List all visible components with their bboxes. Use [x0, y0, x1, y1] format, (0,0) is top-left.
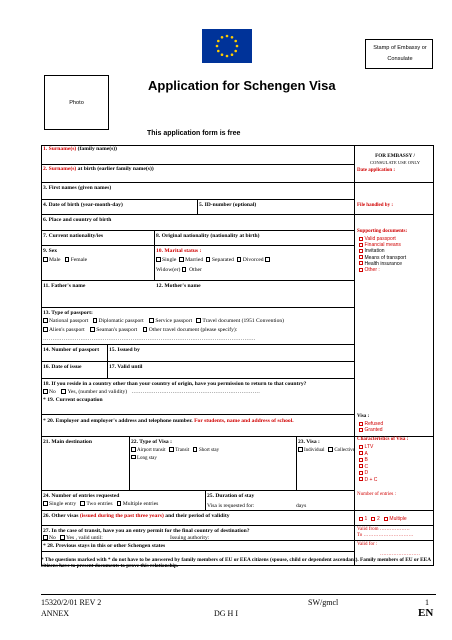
office-characteristics-label: Characteristics of Visa :	[357, 437, 409, 442]
field-valid-until-label: 17. Valid until	[109, 364, 143, 370]
field-father-label: 11. Father's name	[43, 283, 86, 289]
passport-type-row1	[43, 318, 284, 325]
field-sex-label: 9. Sex	[43, 248, 57, 254]
residence-no-checkbox[interactable]: No	[43, 389, 56, 395]
residence-yes-checkbox[interactable]: Yes, (number and validity)	[61, 389, 127, 395]
office-date-label: Date application :	[357, 168, 396, 173]
eu-flag-icon	[202, 29, 252, 63]
support-item[interactable]: Valid passport	[359, 236, 406, 242]
marital-divorced-checkbox[interactable]: Divorced	[237, 257, 264, 263]
office-valid-for-dots[interactable]: ……………………	[380, 552, 420, 557]
field-other-visas-label: 26. Other visas (issued during the past three years) and their period of validity	[43, 513, 230, 519]
char-c-checkbox[interactable]: C	[359, 464, 377, 471]
office-valid-from[interactable]: Valid from ………………	[357, 527, 410, 532]
passport-travel-doc-checkbox[interactable]: Travel document (1951 Convention)	[196, 318, 284, 324]
field-visa-type-options	[131, 447, 293, 462]
field-transit-issuing: Issuing authority:	[170, 535, 210, 541]
field-marital-label: 10. Marital status :	[156, 248, 202, 254]
residence-dots[interactable]: ……………………………………………………………	[131, 389, 261, 395]
field-visa-type-label: 22. Type of Visa :	[131, 439, 172, 445]
field-visa-kind-label: 23. Visa :	[298, 439, 320, 445]
field-first-names-input[interactable]	[43, 192, 351, 198]
stamp-label-line1: Stamp of Embassy or	[373, 45, 427, 51]
field-duration-days: days	[296, 503, 307, 509]
marital-widow-checkbox[interactable]: Widow(er)	[156, 267, 188, 273]
marital-married-checkbox[interactable]: Married	[179, 257, 203, 263]
transit-no-checkbox[interactable]: No	[43, 535, 56, 541]
entries-multiple-checkbox[interactable]: Multiple	[384, 516, 407, 522]
field-marital-options	[156, 257, 271, 264]
field-surname-input[interactable]	[43, 154, 351, 163]
marital-other-checkbox[interactable]: Other	[189, 267, 202, 273]
field-visa-kind-options	[298, 447, 355, 454]
visa-long-checkbox[interactable]: Long stay	[131, 456, 157, 461]
marital-separated-checkbox[interactable]: Separated	[206, 257, 234, 263]
footnote: * The questions marked with * do not have to be answered by family members of EU or EEA citizens (spouse, child or dependent ascendant). Family members of EU or EEA citizens have to present documents to prove this relationship.	[41, 557, 431, 570]
office-visa-options	[359, 421, 383, 434]
footer-initials: SW/gmcl	[308, 598, 339, 607]
office-visa-label: Visa :	[357, 414, 370, 419]
char-d-checkbox[interactable]: D	[359, 470, 377, 477]
visa-refused-checkbox[interactable]: Refused	[359, 421, 383, 427]
char-a-checkbox[interactable]: A	[359, 451, 377, 458]
office-entries-options	[359, 516, 407, 522]
eu-stars-icon	[202, 29, 252, 63]
field-entries-options	[43, 501, 158, 508]
field-nationality-label: 7. Current nationality/ies	[43, 233, 104, 239]
marital-single-checkbox[interactable]: Single	[156, 257, 176, 263]
field-passport-number-label: 14. Number of passport	[43, 347, 100, 353]
photo-label: Photo	[69, 100, 84, 106]
passport-diplomatic-checkbox[interactable]: Diplomatic passport	[93, 318, 144, 324]
office-valid-for: Valid for :	[357, 542, 378, 547]
office-file-label: File handled by :	[357, 203, 393, 208]
support-item[interactable]: Health insurance	[359, 261, 406, 267]
field-birthplace-label: 6. Place and country of birth	[43, 217, 112, 223]
support-item[interactable]: Invitation	[359, 248, 406, 254]
entries-single-checkbox[interactable]: Single entry	[43, 501, 76, 507]
field-sex-options	[43, 257, 87, 264]
passport-service-checkbox[interactable]: Service passport	[149, 318, 192, 324]
office-heading-2: CONSULATE USE ONLY	[369, 160, 421, 165]
field-first-names-label: 3. First names (given names)	[43, 185, 112, 191]
support-item[interactable]: Financial means	[359, 242, 406, 248]
field-residence-options	[43, 389, 260, 396]
stamp-box	[365, 39, 433, 69]
visa-individual-checkbox[interactable]: Individual	[298, 448, 325, 453]
field-employer-label: * 20. Employer and employer's address and telephone number. For students, name and address of school.	[43, 418, 294, 424]
field-transit-label: 27. In the case of transit, have you an entry permit for the final country of destination?	[43, 528, 250, 534]
field-entries-label: 24. Number of entries requested	[43, 493, 120, 499]
transit-yes-checkbox[interactable]: Yes , valid until:	[60, 535, 103, 541]
char-b-checkbox[interactable]: B	[359, 457, 377, 464]
field-orig-nationality-label: 8. Original nationality (nationality at birth)	[156, 233, 260, 239]
office-valid-to[interactable]: To …………………………	[357, 533, 414, 538]
visa-collective-checkbox[interactable]: Collective	[328, 448, 355, 453]
support-item[interactable]: Other :	[359, 267, 406, 273]
footer-doc-ref: 15320/2/01 REV 2	[41, 598, 102, 607]
page-title: Application for Schengen Visa	[148, 78, 336, 93]
passport-type-row2	[43, 327, 237, 334]
field-surname-birth-label: 2. Surname(s) at birth (earlier family name(s))	[43, 166, 154, 172]
field-id-label: 5. ID-number (optional)	[199, 202, 257, 208]
entries-multiple-req-checkbox[interactable]: Multiple entries	[117, 501, 159, 507]
field-dob-label: 4. Date of birth (year-month-day)	[43, 202, 123, 208]
field-duration-sub: Visa is requested for:	[207, 503, 255, 509]
field-transit-options	[43, 535, 103, 542]
sex-male-checkbox[interactable]: Male	[43, 257, 61, 263]
office-entries-label: Number of entries :	[357, 492, 397, 497]
photo-box	[44, 75, 109, 130]
field-mother-label: 12. Mother's name	[156, 283, 201, 289]
office-supporting-label: Supporting documents:	[357, 229, 408, 234]
field-issued-by-label: 15. Issued by	[109, 347, 140, 353]
field-date-issue-label: 16. Date of issue	[43, 364, 82, 370]
field-occupation-label: * 19. Current occupation	[43, 397, 103, 403]
visa-transit-checkbox[interactable]: Transit	[169, 448, 189, 453]
field-surname-label: 1. Surname(s) (family name(s))	[43, 146, 117, 152]
visa-granted-checkbox[interactable]: Granted	[359, 427, 383, 433]
field-surname-birth-input[interactable]	[43, 173, 351, 181]
passport-alien-checkbox[interactable]: Alien's passport	[43, 327, 85, 333]
sex-female-checkbox[interactable]: Female	[65, 257, 87, 263]
entries-two-checkbox[interactable]: Two entries	[80, 501, 112, 507]
page-subtitle: This application form is free	[147, 130, 241, 137]
field-destination-label: 21. Main destination	[43, 439, 92, 445]
passport-other-checkbox[interactable]: Other travel document (please specify):	[143, 327, 238, 333]
footer-annex: ANNEX	[41, 609, 69, 618]
passport-other-dots[interactable]: ……………………………………………………………………………………………………	[43, 336, 256, 342]
visa-short-checkbox[interactable]: Short stay	[193, 448, 219, 453]
office-supporting-list	[359, 236, 406, 273]
passport-national-checkbox[interactable]: National passport	[43, 318, 88, 324]
field-duration-label: 25. Duration of stay	[207, 493, 255, 499]
field-marital-options-2	[156, 267, 202, 274]
footer-dg: DG H I	[214, 609, 238, 618]
field-previous-stays-label: * 28. Previous stays in this or other Schengen states	[43, 543, 166, 549]
office-heading-1: FOR EMBASSY /	[375, 153, 415, 159]
field-passport-type-label: 13. Type of passport:	[43, 310, 93, 316]
footer-language: EN	[418, 607, 434, 619]
passport-seaman-checkbox[interactable]: Seaman's passport	[90, 327, 137, 333]
entries-2-checkbox[interactable]: 2	[371, 516, 379, 522]
footer-page-number: 1	[425, 598, 429, 607]
office-characteristics-options	[359, 444, 377, 484]
char-dc-checkbox[interactable]: D + C	[359, 477, 377, 484]
char-ltv-checkbox[interactable]: LTV	[359, 444, 377, 451]
stamp-label-line2: Consulate	[387, 56, 413, 62]
support-item[interactable]: Means of transport	[359, 255, 406, 261]
entries-1-checkbox[interactable]: 1	[359, 516, 367, 522]
visa-airport-checkbox[interactable]: Airport transit	[131, 448, 165, 453]
field-residence-label: 18. If you reside in a country other than your country of origin, have you permission to return to that country?	[43, 381, 307, 387]
